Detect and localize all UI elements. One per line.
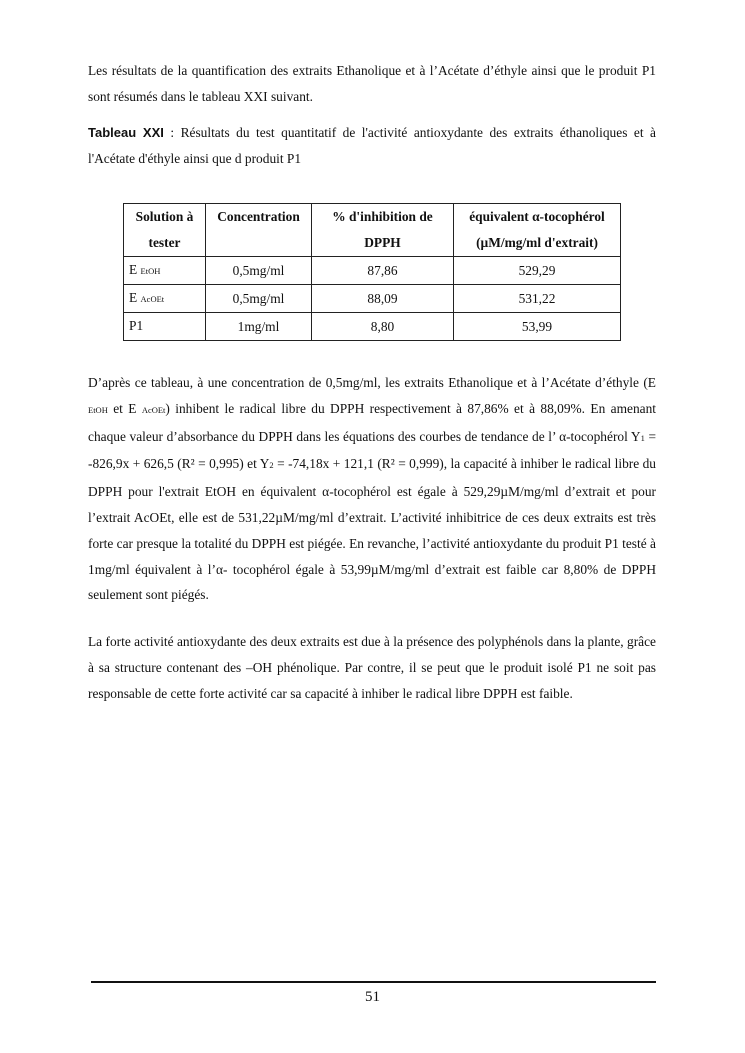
table-row (124, 313, 621, 341)
header-equivalent: équivalent α-tocophérol (µM/mg/ml d'extrait) (454, 204, 621, 257)
intro-paragraph: Les résultats de la quantification des extraits Ethanolique et à l’Acétate d’éthyle ainsi que le produit P1 sont résumés dans le tableau XXI suivant. (88, 63, 656, 104)
table-caption-text: : Résultats du test quantitatif de l'activité antioxydante des extraits éthanoliques et à l'Acétate d'éthyle ainsi que d produit P1 (88, 125, 656, 166)
table-header-row (124, 204, 621, 257)
header-concentration: Concentration (206, 204, 312, 257)
table-row (124, 285, 621, 313)
results-table (123, 203, 621, 341)
cell-inhibition: 88,09 (312, 285, 454, 313)
cell-inhibition: 87,86 (312, 257, 454, 285)
cell-concentration: 0,5mg/ml (206, 257, 312, 285)
cell-equivalent: 531,22 (454, 285, 621, 313)
conclusion-paragraph: La forte activité antioxydante des deux extraits est due à la présence des polyphénols dans la plante, grâce à sa structure contenant des –OH phénolique. Par contre, il se peut que le produit isolé P1 ne soit pas responsable de cette forte activité car sa capacité à inhiber le radical libre DPPH est faible. (88, 634, 656, 701)
table-row (124, 257, 621, 285)
table-caption-label: Tableau XXI (88, 125, 164, 140)
cell-concentration: 1mg/ml (206, 313, 312, 341)
header-solution: Solution à tester (124, 204, 206, 257)
discussion-paragraph: D’après ce tableau, à une concentration de 0,5mg/ml, les extraits Ethanolique et à l’Acétate d’éthyle (E EtOH et E AcOEt) inhibent le radical libre du DPPH respectivement à 87,86% et à 88,09%. En amenant chaque valeur d’absorbance du DPPH dans les équations des courbes de tendance de l’ α-tocophérol Y1 = -826,9x + 626,5 (R² = 0,995) et Y2 = -74,18x + 121,1 (R² = 0,999), la capacité à inhiber le radical libre du DPPH pour l'extrait EtOH en équivalent α-tocophérol est égale à 529,29µM/mg/ml d’extrait et pour l’extrait AcOEt, elle est de 531,22µM/mg/ml d’extrait. L’activité inhibitrice de ces deux extraits est très forte car presque la totalité du DPPH est piégée. En revanche, l’activité antioxydante du produit P1 testé à 1mg/ml équivalent à l’α- tocophérol égale à 53,99µM/mg/ml d’extrait est faible car 8,80% de DPPH seulement sont piégés. (88, 375, 656, 603)
cell-solution: P1 (124, 313, 206, 341)
cell-equivalent: 53,99 (454, 313, 621, 341)
table-caption (88, 120, 656, 172)
cell-inhibition: 8,80 (312, 313, 454, 341)
cell-concentration: 0,5mg/ml (206, 285, 312, 313)
footer-divider (91, 981, 656, 983)
page-number: 51 (365, 989, 380, 1005)
cell-equivalent: 529,29 (454, 257, 621, 285)
cell-solution: E EtOH (124, 257, 206, 285)
cell-solution: E AcOEt (124, 285, 206, 313)
header-inhibition: % d'inhibition de DPPH (312, 204, 454, 257)
